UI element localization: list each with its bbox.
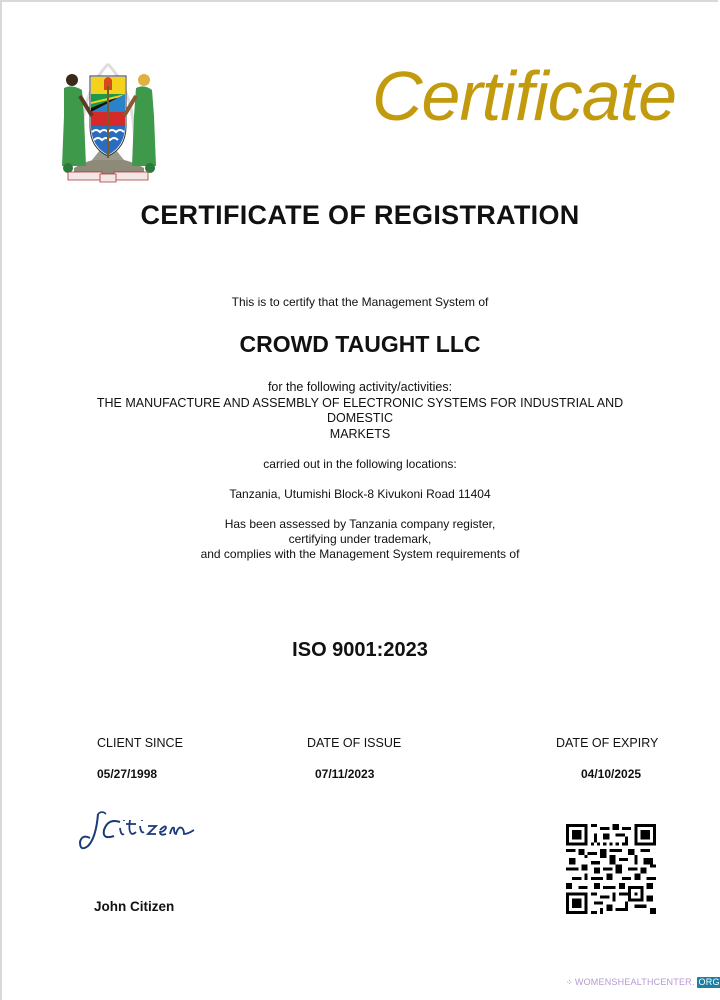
client-since-value: 05/27/1998	[97, 767, 158, 781]
intro-text: This is to certify that the Management System of	[231, 295, 489, 309]
watermark-badge: ORG	[698, 976, 720, 987]
client-since-label: CLIENT SINCE	[97, 736, 183, 750]
activity-line: MARKETS	[329, 426, 391, 441]
activity-line: DOMESTIC	[327, 411, 393, 425]
page-title: CERTIFICATE OF REGISTRATION	[140, 200, 580, 230]
assessment-line: and complies with the Management System requirements of	[200, 547, 520, 561]
date-of-expiry-label: DATE OF EXPIRY	[556, 736, 659, 750]
assessment-line: certifying under trademark,	[288, 532, 432, 546]
location-address: Tanzania, Utumishi Block-8 Kivukoni Road 11404	[229, 487, 491, 501]
date-of-issue-value: 07/11/2023	[315, 767, 375, 781]
iso-standard: ISO 9001:2023	[292, 639, 428, 661]
certificate-heading-script: Certificate	[372, 57, 677, 135]
company-name: CROWD TAUGHT LLC	[239, 331, 481, 357]
coat-of-arms-emblem	[52, 56, 164, 184]
activity-label: for the following activity/activities:	[267, 380, 453, 394]
activity-line: THE MANUFACTURE AND ASSEMBLY OF ELECTRONIC SYSTEMS FOR INDUSTRIAL AND	[96, 395, 624, 410]
assessment-line: Has been assessed by Tanzania company register,	[224, 517, 496, 531]
activity-block	[0, 380, 720, 442]
dots-icon: ⁘	[566, 977, 573, 987]
date-of-issue-label: DATE OF ISSUE	[307, 736, 402, 750]
signature-image	[76, 808, 206, 854]
assessment-block	[0, 517, 720, 562]
watermark-logo	[566, 975, 720, 989]
date-of-expiry-value: 04/10/2025	[581, 767, 642, 781]
qr-code[interactable]	[566, 824, 656, 914]
locations-label: carried out in the following locations:	[263, 457, 457, 471]
watermark-text: WOMENSHEALTHCENTER.	[574, 977, 695, 987]
signer-name: John Citizen	[94, 899, 175, 914]
